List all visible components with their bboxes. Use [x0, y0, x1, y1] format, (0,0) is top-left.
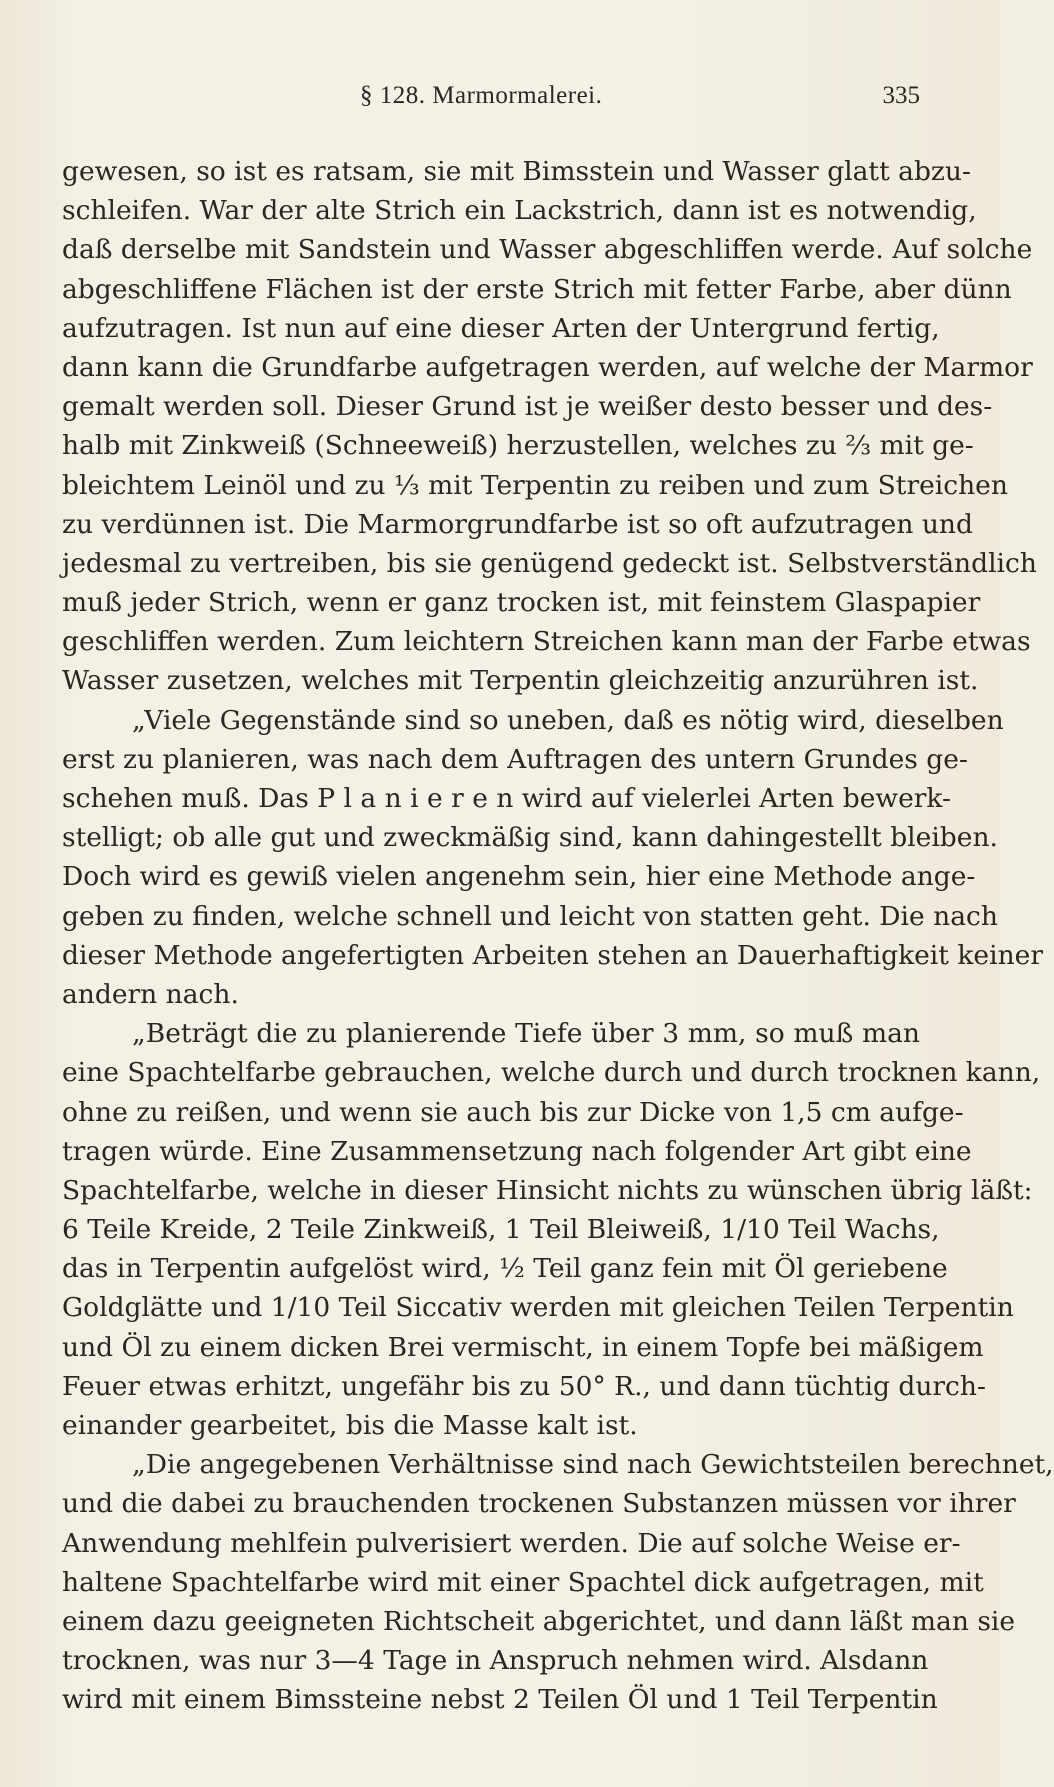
- text-line: zu verdünnen ist. Die Marmorgrundfarbe ist so oft aufzutragen und: [62, 508, 973, 540]
- paragraph: [62, 1014, 1041, 1445]
- text-line: 6 Teile Kreide, 2 Teile Zinkweiß, 1 Teil Bleiweiß, 1/10 Teil Wachs,: [62, 1214, 940, 1246]
- paragraph: [62, 152, 1037, 701]
- text-line: und die dabei zu brauchenden trockenen Substanzen müssen vor ihrer: [62, 1488, 1016, 1520]
- paragraph: [62, 1445, 1054, 1719]
- text-line: das in Terpentin aufgelöst wird, ½ Teil ganz fein mit Öl geriebene: [62, 1253, 948, 1285]
- body-text: [62, 152, 1054, 1720]
- text-line: Anwendung mehlfein pulverisiert werden. Die auf solche Weise er-: [62, 1527, 961, 1559]
- text-line: erst zu planieren, was nach dem Auftragen des untern Grundes ge-: [62, 743, 968, 775]
- text-line: abgeschliffene Flächen ist der erste Strich mit fetter Farbe, aber dünn: [62, 273, 1012, 305]
- text-line: Spachtelfarbe, welche in dieser Hinsicht nichts zu wünschen übrig läßt:: [62, 1174, 1033, 1206]
- text-line: geschliffen werden. Zum leichtern Streichen kann man der Farbe etwas: [62, 626, 1031, 658]
- section-title: § 128. Marmormalerei.: [360, 82, 603, 109]
- text-line: eine Spachtelfarbe gebrauchen, welche durch und durch trocknen kann,: [62, 1057, 1041, 1089]
- text-line: trocknen, was nur 3—4 Tage in Anspruch nehmen wird. Alsdann: [62, 1645, 929, 1677]
- text-line: Doch wird es gewiß vielen angenehm sein, hier eine Methode ange-: [62, 861, 976, 893]
- text-line: Wasser zusetzen, welches mit Terpentin gleichzeitig anzurühren ist.: [62, 665, 979, 697]
- text-line: gewesen, so ist es ratsam, sie mit Bimsstein und Wasser glatt abzu-: [62, 156, 971, 187]
- running-header: [70, 82, 920, 122]
- text-line: bleichtem Leinöl und zu ⅓ mit Terpentin zu reiben und zum Streichen: [62, 469, 1008, 501]
- text-line: gemalt werden soll. Dieser Grund ist je weißer desto besser und des-: [62, 391, 993, 423]
- text-line: schleifen. War der alte Strich ein Lackstrich, dann ist es notwendig,: [62, 195, 977, 227]
- text-line: stelligt; ob alle gut und zweckmäßig sind, kann dahingestellt bleiben.: [62, 822, 998, 854]
- text-line: wird mit einem Bimssteine nebst 2 Teilen Öl und 1 Teil Terpentin: [62, 1684, 938, 1716]
- text-line: „Die angegebenen Verhältnisse sind nach Gewichtsteilen berechnet,: [132, 1449, 1054, 1481]
- text-line: andern nach.: [62, 978, 239, 1010]
- text-line: Goldglätte und 1/10 Teil Siccativ werden mit gleichen Teilen Terpentin: [62, 1292, 1014, 1324]
- text-line: jedesmal zu vertreiben, bis sie genügend gedeckt ist. Selbstverständlich: [62, 547, 1037, 579]
- text-line: daß derselbe mit Sandstein und Wasser abgeschliffen werde. Auf solche: [62, 234, 1033, 266]
- paragraph: [62, 701, 1043, 1015]
- text-line: haltene Spachtelfarbe wird mit einer Spachtel dick aufgetragen, mit: [62, 1566, 984, 1598]
- text-line: dieser Methode angefertigten Arbeiten stehen an Dauerhaftigkeit keiner: [62, 939, 1043, 971]
- text-line: muß jeder Strich, wenn er ganz trocken ist, mit feinstem Glaspapier: [62, 587, 981, 619]
- text-line: geben zu finden, welche schnell und leicht von statten geht. Die nach: [62, 900, 998, 932]
- text-line: dann kann die Grundfarbe aufgetragen werden, auf welche der Marmor: [62, 351, 1033, 383]
- text-line: ohne zu reißen, und wenn sie auch bis zur Dicke von 1,5 cm aufge-: [62, 1096, 964, 1128]
- text-line: Feuer etwas erhitzt, ungefähr bis zu 50° R., und dann tüchtig durch-: [62, 1370, 986, 1402]
- text-line: einander gearbeitet, bis die Masse kalt ist.: [62, 1410, 638, 1441]
- page-number: 335: [882, 82, 920, 109]
- text-line: einem dazu geeigneten Richtscheit abgerichtet, und dann läßt man sie: [62, 1605, 1016, 1637]
- text-line: „Viele Gegenstände sind so uneben, daß es nötig wird, dieselben: [132, 704, 1004, 736]
- text-line: halb mit Zinkweiß (Schneeweiß) herzustellen, welches zu ⅔ mit ge-: [62, 430, 974, 462]
- text-line: „Beträgt die zu planierende Tiefe über 3 mm, so muß man: [132, 1018, 920, 1050]
- text-line: aufzutragen. Ist nun auf eine dieser Arten der Untergrund fertig,: [62, 312, 940, 344]
- text-line: schehen muß. Das P l a n i e r e n wird auf vielerlei Arten bewerk-: [62, 783, 951, 814]
- text-line: tragen würde. Eine Zusammensetzung nach folgender Art gibt eine: [62, 1135, 972, 1167]
- text-line: und Öl zu einem dicken Brei vermischt, in einem Topfe bei mäßigem: [62, 1331, 984, 1363]
